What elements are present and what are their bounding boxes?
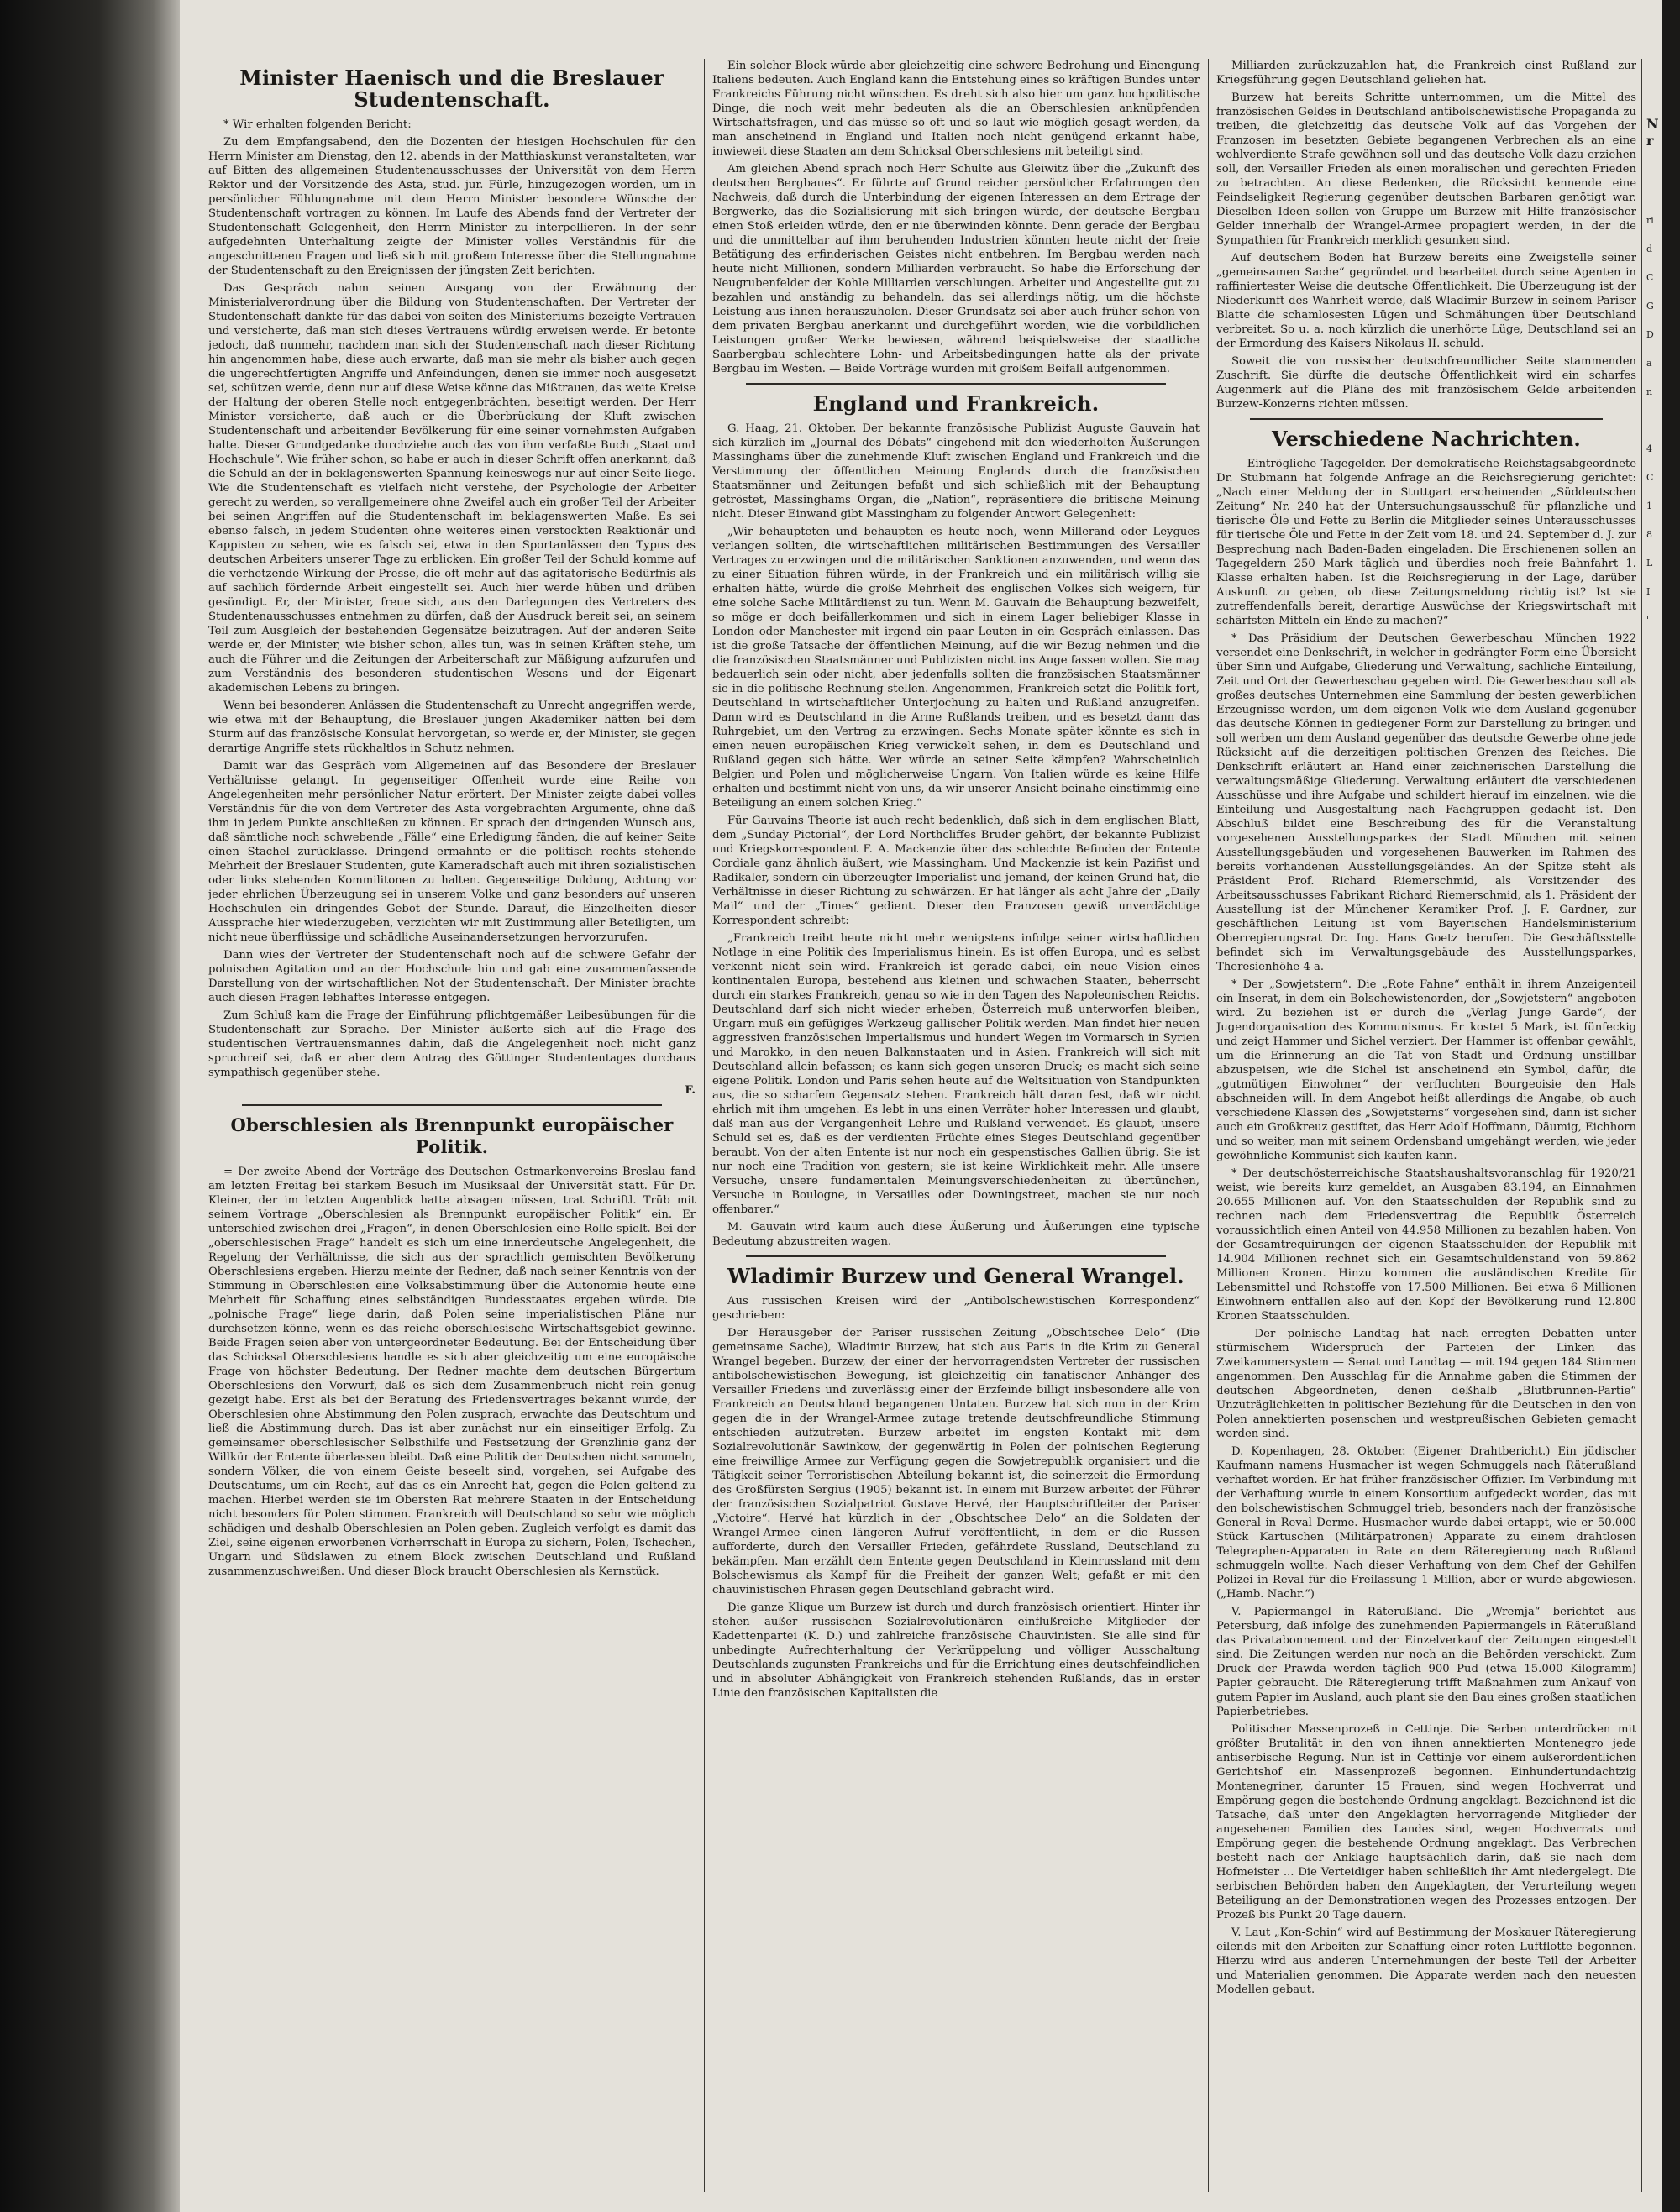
news-item: * Der „Sowjetstern“. Die „Rote Fahne“ enthält in ihrem Anzeigenteil ein Inserat, in dem ein Bolschewistenorden, der „Sowjetstern“ angeboten wird. Zu beziehen ist er durch die „Verlag Junge Garde“, der Jugendorganisation des Kommunismus. Er kostet 5 Mark, ist fünfeckig und zeigt Hammer und Sichel verziert. Der Hammer ist offenbar gewählt, um die Erinnerung an die Tat von Stadt und Ordnung unstillbar abzuspeisen, wie die Sichel ist anscheinend ein Symbol, dafür, die „gutmütigen Einwohner“ der verfluchten Bourgeoisie den Hals abschneiden will. In dem Angebot heißt allerdings die Angabe, ob auch verschiedene Klassen des „Sowjetsterns“ vorgesehen sind, dann ist sicher auch ein Großkreuz gestiftet, das Herr Adolf Hoffmann, Däumig, Eichhorn und so weiter, man mit seinem Ordensband umgehängt werden, wie jeder gewöhnliche Kommunist sich kaufen kann.: [1216, 978, 1636, 1162]
paragraph: Damit war das Gespräch vom Allgemeinen auf das Besondere der Breslauer Verhältnisse gelangt. In gegenseitiger Offenheit wurde eine Reihe von Angelegenheiten mehr persönlicher Natur erörtert. Der Minister zeigte dabei volles Verständnis für die von dem Vertreter des Asta vorgebrachten Argumente, ohne daß ihm in jedem Punkte anschließen zu können. Er sprach den dringenden Wunsch aus, daß sämtliche noch schwebende „Fälle“ eine Erledigung fänden, die auf keiner Seite einen Stachel zurücklasse. Dringend ermahnte er die politisch rechts stehende Mehrheit der Breslauer Studenten, gute Kameradschaft auch mit ihren sozialistischen oder links stehenden Kommilitonen zu halten. Gegenseitige Duldung, Achtung vor jeder ehrlichen Überzeugung sei in unserem Volke und ganz besonders auf unseren Hochschulen ein dringendes Gebot der Stunde. Darauf, die Einzelheiten dieser Aussprache hier wiederzugeben, verzichten wir mit Zustimmung aller Beteiligten, um nicht neue überflüssige und schädliche Auseinandersetzungen hervorzurufen.: [208, 760, 696, 944]
section-divider: [1250, 418, 1603, 420]
article-body-england: [712, 422, 1200, 1249]
article-heading-haenisch: Minister Haenisch und die Breslauer Studentenschaft.: [239, 66, 664, 112]
column-rule: [704, 59, 705, 2192]
paragraph: Aus russischen Kreisen wird der „Antibolschewistischen Korrespondenz“ geschrieben:: [712, 1295, 1200, 1322]
news-item: D. Kopenhagen, 28. Oktober. (Eigener Drahtbericht.) Ein jüdischer Kaufmann namens Husmacher ist wegen Schmuggels nach Räterußland verhaftet worden. Er hat früher französischer Offizier. Im Verbindung mit der Verhaftung wurde in einem Konsortium aufgedeckt worden, das mit den bolschewistischen Schmuggel trieb, besonders nach der französische General in Reval Derme. Husmacher wurde dabei ertappt, wie er 50.000 Stück Kartuschen (Militärpatronen) Apparate zu einem drahtlosen Telegraphen-Apparaten in Rate an dem Räteregierung nach Rußland schmuggeln wollte. Nach dieser Verhaftung von dem Chef der Gehilfen Polizei in Reval für die Freilassung 1 Million, aber er wurde abgewiesen. („Hamb. Nachr.“): [1216, 1445, 1636, 1601]
article-body-haenisch: [208, 118, 696, 1098]
paragraph: Soweit die von russischer deutschfreundlicher Seite stammenden Zuschrift. Sie dürfte die deutsche Öffentlichkeit wird ein scharfes Augenmerk auf die Pläne des mit französischem Gelde arbeitenden Burzew-Konzerns richten müssen.: [1216, 355, 1636, 411]
paragraph: Burzew hat bereits Schritte unternommen, um die Mittel des französischen Geldes in Deutschland antibolschewistische Propaganda zu treiben, die gleichzeitig das deutsche Volk auf das Vorgehen der Franzosen im besetzten Gebiete begangenen Verbrechen als an eine wohlverdiente Strafe gewöhnen soll und das deutsche Volk dazu erziehen soll, den Versailler Frieden als einen moralischen und gerechten Frieden zu betrachten. An diese Bedenken, die Rücksicht kennende eine Feindseligkeit Regierung gegenüber deutschen Barbaren genötigt war. Dieselben Ideen sollen von Gruppe um Burzew mit Hilfe französischer Gelder innerhalb der Wrangel-Armee propagiert werden, in der die Sympathien für Frankreich merklich gesunken sind.: [1216, 92, 1636, 247]
article-heading-england: England und Frankreich.: [812, 391, 1100, 416]
section-divider: [746, 1255, 1166, 1257]
paragraph: Der Herausgeber der Pariser russischen Zeitung „Obschtschee Delo“ (Die gemeinsame Sache), Wladimir Burzew, hat sich aus Paris in die Krim zu General Wrangel begeben. Burzew, der einer der hervorragendsten Vertreter der russischen antibolschewistischen Bewegung, ist gleichzeitig ein fanatischer Anhänger des Versailler Friedens und zuverlässig einer der Erzfeinde billigt insbesondere alle von Frankreich an Deutschland begangenen Untaten. Burzew hat sich nun in der Krim gegen die in der Wrangel-Armee zutage tretende deutschfreundliche Stimmung entschieden aufzutreten. Burzew arbeitet im engsten Kontakt mit dem Sozialrevolutionär Sawinkow, der gegenwärtig in Polen der polnischen Regierung eine freiwillige Armee zur Verfügung gegen die Sowjetrepublik organisiert und die Tätigkeit seiner Terroristischen Abteilung bekannt ist, die seinerzeit die Ermordung des Großfürsten Sergius (1905) bekannt ist. In einem mit Burzew arbeitet der Führer der französischen Sozialpatriot Gustave Hervé, der Hauptschriftleiter der Pariser „Victoire“. Hervé hat kürzlich in der „Obschtschee Delo“ an die Soldaten der Wrangel-Armee einen längeren Aufruf veröffentlicht, in dem er die Russen aufforderte, durch den Versailler Frieden, gefährdete Russland, Deutschland zu bekämpfen. Man erzählt dem Entente gegen Deutschland in Kleinrussland mit dem Bolschewismus als Kampf für die Freiheit der ganzen Welt; gefaßt er mit den chauvinistischen Phrasen gegen Deutschland gebracht wird.: [712, 1327, 1200, 1596]
article-body-oberschlesien: [208, 1165, 696, 1579]
paragraph: „Wir behaupteten und behaupten es heute noch, wenn Millerand oder Leygues verlangen sollten, die wirtschaftlichen militärischen Bestimmungen des Versailler Vertrages zu erzwingen und die militärischen Sanktionen anzuwenden, und wenn das zu einer Situation führen würde, in der Frankreich und ein militärisch willig sie erhalten hätte, würde die große Mehrheit des englischen Volkes sich weigern, für eine solche Sache Militärdienst zu tun. Wenn M. Gauvain die Behauptung bezweifelt, so möge er doch beifällerkommen und sich in einem Lager beliebiger Klasse in London oder Manchester mit irgend ein paar Leuten in ein Gespräch einlassen. Das ist die große Tatsache der öffentlichen Meinung, auf die wir Bezug nehmen und die die französischen Staatsmänner und Publizisten nicht ins Auge fassen wollen. Sie mag bedauerlich sein oder nicht, aber jedenfalls sollten die französischen Staatsmänner sie in die politische Rechnung stellen. Angenommen, Frankreich setzt die Politik fort, Deutschland in wirtschaftlicher Unterjochung zu halten und Rußland anzugreifen. Dann wird es Deutschland in die Arme Rußlands treiben, und es besetzt dann das Ruhrgebiet, um den Vertrag zu erzwingen. Sechs Monate später könnte es sich in einen neuen europäischen Krieg verwickelt sehen, in dem es Deutschland und Rußland gegen sich hätte. Wer würde an seiner Seite kämpfen? Wahrscheinlich Belgien und Polen und möglicherweise Ungarn. Von Italien würde es keine Hilfe erhalten und bestimmt nicht von uns, da wir unserer Ansicht beinahe einstimmig eine Beteiligung an einem solchen Krieg.“: [712, 526, 1200, 810]
article-heading-burzew: Wladimir Burzew und General Wrangel.: [727, 1264, 1184, 1288]
column-rule: [1641, 59, 1642, 2192]
paragraph: Auf deutschem Boden hat Burzew bereits eine Zweigstelle seiner „gemeinsamen Sache“ gegründet und bearbeitet durch seine Agenten in raffiniertester Weise die deutsche Öffentlichkeit. Die Überzeugung ist der Niederkunft des Wahrheit werde, daß Wladimir Burzew in seinem Pariser Blatte die schamlosesten Lügen und Schmähungen über Deutschland verbreitet. So u. a. noch kürzlich die unerhörte Lüge, Deutschland sei an der Ermordung des Kaisers Nikolaus II. schuld.: [1216, 252, 1636, 350]
news-item: * Der deutschösterreichische Staatshaushaltsvoranschlag für 1920/21 weist, wie bereits kurz gemeldet, an Ausgaben 83.194, an Einnahmen 20.655 Millionen auf. Von den Staatsschulden der Republik sind zu rechnen nach dem Friedensvertrag die Republik Österreich voraussichtlich einen Anteil von 44.958 Millionen zu bezahlen haben. Von der Gesamtrequirungen der eigenen Staatsschulden der Republik mit 14.904 Millionen rechnet sich ein Gesamtschuldenstand von 59.862 Millionen Kronen. Hinzu kommen die ausländischen Kredite für Lebensmittel und Rohstoffe von 17.500 Millionen. Bei etwa 6 Millionen Einwohnern entfallen also auf den Kopf der Bevölkerung rund 12.800 Kronen Staatsschulden.: [1216, 1167, 1636, 1323]
article-body-burzew: [712, 1294, 1200, 1701]
paragraph: Am gleichen Abend sprach noch Herr Schulte aus Gleiwitz über die „Zukunft des deutschen Bergbaues“. Er führte auf Grund reicher persönlicher Erfahrungen den Nachweis, daß durch die Unterbindung der eigenen Interessen an dem Ertrage der Bergwerke, das die Sozialisierung mit sich bringen würde, der deutsche Bergbau einen Stoß erleiden würde, den er nie überwinden könnte. Denn gerade der Bergbau und die unmittelbar auf ihm beruhenden Industrien könnten heute nicht der freie Betätigung des erfinderischen Geistes nicht entbehren. Im Bergbau werden nach heute nicht Millionen, sondern Milliarden verbraucht. So habe die Erforschung der Neugrubenfelder der Kohle Milliarden verschlungen. Arbeiter und Angestellte gut zu bezahlen und anständig zu behandeln, das sei allerdings nötig, um die höchste Leistung aus ihnen herauszuholen. Dieser Grundsatz sei aber auch früher schon von dem privaten Bergbau anerkannt und durchgeführt worden, wie die vorbildlichen Leistungen großer Werke bewiesen, während beispielsweise der staatliche Saarbergbau schlechtere Lohn- und Arbeitsbedingungen hatte als der private Bergbau im Westen. — Beide Vorträge wurden mit großem Beifall aufgenommen.: [712, 163, 1200, 375]
column-rule: [1208, 59, 1209, 2192]
paragraph: „Frankreich treibt heute nicht mehr wenigstens infolge seiner wirtschaftlichen Notlage in eine Politik des Imperialismus hinein. Es ist offen Europa, und es selbst verkennt nicht sein wird. Frankreich ist gerade dabei, ein neue Vision eines kontinentalen Europa, bestehend aus kleinen und schwachen Staaten, beherrscht durch ein starkes Frankreich, genau so wie in den Tagen des Napoleonischen Reichs. Deutschland darf sich nicht wieder erheben, Österreich muß unterworfen bleiben, Ungarn muß ein gefügiges Werkzeug gallischer Politik werden. Man findet hier neuen aggressiven französischen Imperialismus und hundert Wegen im Vormarsch in Syrien und Marokko, in den neuen Balkanstaaten und in Asien. Frankreich will sich mit Deutschland allein befassen; es kann sich gegen unseren Druck; es macht sich seine eigene Politik. London und Paris sehen heute auf die Weltsituation von Standpunkten aus, die so scharfem Gegensatz stehen. Frankreich hält daran fest, daß wir nicht ehrlich mit ihm umgehen. Es lebt in uns einen Verräter hoher Interessen und glaubt, daß man aus der Vergangenheit Lehre und Rußland verwendet. Es glaubt, unsere Schuld sei es, daß es der verdienten Früchte eines Sieges Deutschland gegenüber beraubt. Von der alten Entente ist nur noch ein gespenstisches Gallien übrig. Sie ist nur noch eine Tradition von gestern; sie ist keine Wirklichkeit mehr. Alle unsere Versuche, unsere fundamentalen Meinungsverschiedenheiten zu übertünchen, Versuche in Boulogne, in Versailles oder Downingstreet, machen sie nur noch offenbarer.“: [712, 932, 1200, 1216]
paragraph: M. Gauvain wird kaum auch diese Äußerung und Äußerungen eine typische Bedeutung abzustreiten wagen.: [712, 1221, 1200, 1248]
paragraph: Ein solcher Block würde aber gleichzeitig eine schwere Bedrohung und Einengung Italiens bedeuten. Auch England kann die Entstehung eines so kräftigen Bundes unter Frankreichs Führung nicht wünschen. Es dreht sich also hier um ganz hochpolitische Dinge, die noch weit mehr bedeuten als die an Oberschlesien anknüpfenden Wirtschaftsfragen, und das müsse so oft und so laut wie möglich gesagt werden, da man anscheinend in England und Italien noch nicht genügend erkannt habe, inwieweit diese Staaten am dem Schicksal Oberschlesiens mit beteiligt sind.: [712, 60, 1200, 158]
paragraph: Wenn bei besonderen Anlässen die Studentenschaft zu Unrecht angegriffen werde, wie etwa mit der Behauptung, die Breslauer jungen Akademiker hätten bei dem Sturm auf das französische Konsulat hervorgetan, so werde er, der Minister, sie gegen derartige Angriffe stets rückhaltlos in Schutz nehmen.: [208, 700, 696, 755]
article-heading-oberschlesien: Oberschlesien als Brennpunkt europäischer Politik.: [230, 1114, 674, 1157]
column-2: [712, 59, 1200, 2192]
page-number-fragment: Nr: [1646, 116, 1659, 149]
paragraph: Zu dem Empfangsabend, den die Dozenten der hiesigen Hochschulen für den Herrn Minister am Dienstag, den 12. abends in der Matthiaskunst veranstalteten, war auf Bitten des allgemeinen Studentenausschusses der Universität von dem Herrn Rektor und der Vorsitzende des Asta, stud. jur. Fürle, hinzugezogen worden, um in persönlicher Fühlungnahme mit dem Herrn Minister besondere Wünsche der Studentenschaft vortragen zu können. Im Laufe des Abends fand der Vertreter der Studentenschaft Gelegenheit, den Herrn Minister zu interpellieren. In der sehr aufgedehnten Unterhaltung zeigte der Minister volles Verständnis für die angeschnittenen Fragen und ließ sich mit großem Interesse über die Stellungnahme der Studentenschaft zu den Ereignissen der jüngsten Zeit berichten.: [208, 136, 696, 277]
news-item: V. Papiermangel in Räterußland. Die „Wremja“ berichtet aus Petersburg, daß infolge des zunehmenden Papiermangels in Räterußland das Privatabonnement und der Einzelverkauf der Zeitungen eingestellt sind. Die Zeitungen werden nur noch an die Behörden verschickt. Zum Druck der Prawda werden täglich 900 Pud (etwa 15.000 Kilogramm) Papier gebraucht. Die Räteregierung trifft Maßnahmen zum Ankauf von gutem Papier im Ausland, auch plant sie den Bau eines großen staatlichen Papierbetriebes.: [1216, 1606, 1636, 1718]
paragraph: * Wir erhalten folgenden Bericht:: [223, 118, 412, 131]
news-item: * Das Präsidium der Deutschen Gewerbeschau München 1922 versendet eine Denkschrift, in welcher in gedrängter Form eine Übersicht über Sinn und Aufgabe, Gliederung und Verwaltung, sachliche Einteilung, Zeit und Ort der Gewerbeschau gegeben wird. Die Gewerbeschau soll als großes deutsches Unternehmen eine Sammlung der besten gewerblichen Erzeugnisse werden, um dem eigenen Volk wie dem Ausland gegenüber das deutsche Können in gediegener Form zur Darstellung zu bringen und soll werben um dem Ausland gegenüber das deutsche Gewerbe ohne jede Rücksicht auf die derzeitigen politischen Grenzen des Reiches. Die Denkschrift erläutert an Hand einer zeichnerischen Darstellung die verwaltungsmäßige Gliederung. Verwaltung erläutert die verschiedenen Ausschüsse und ihre Aufgabe und schildert hierauf im einzelnen, wie die Einteilung und Ausgestaltung nach Fachgruppen gedacht ist. Den Abschluß bildet eine Beschreibung des für die Veranstaltung vorgesehenen Ausstellungsparkes der Stadt München mit seinen Ausstellungsgebäuden und vorgesehenen Bauwerken im Rahmen des bereits vorhandenen Ausstellungsgeländes. An der Spitze steht als Präsident Prof. Richard Riemerschmid, als Vorsitzender des Arbeitsausschusses Fabrikant Richard Riemerschmid, als 1. Präsident der Ausstellung ist der Münchener Keramiker Prof. J. F. Gardner, zur geschäftlichen Leitung ist vom Bayerischen Handelsministerium Oberregierungsrat Dr. Ing. Hans Goetz berufen. Die Geschäftsstelle befindet sich im Verwaltungsgebäude des Ausstellungsparkes, Theresienhöhe 4 a.: [1216, 632, 1636, 973]
news-item: V. Laut „Kon-Schin“ wird auf Bestimmung der Moskauer Räteregierung eilends mit den Arbeiten zur Schaffung einer roten Luftflotte begonnen. Hierzu wird aus anderen Unternehmungen der beste Teil der Arbeiter und Materialien genommen. Die Apparate werden nach den neuesten Modellen gebaut.: [1216, 1926, 1636, 1996]
article-continuation-burzew: [1216, 59, 1636, 411]
paragraph: Milliarden zurückzuzahlen hat, die Frankreich einst Rußland zur Kriegsführung gegen Deutschland geliehen hat.: [1216, 60, 1636, 86]
paragraph: Die ganze Klique um Burzew ist durch und durch französisch orientiert. Hinter ihr stehen außer russischen Sozialrevolutionären einflußreiche Mitglieder der Kadettenpartei (K. D.) und zahlreiche französische Chauvinisten. Sie alle sind für unbedingte Aufrechterhaltung der Verkrüppelung und völliger Ausschaltung Deutschlands zugunsten Frankreichs und für die Errichtung eines deutschfeindlichen und in absoluter Abhängigkeit von Frankreich stehenden Rußlands, das in erster Linie den französischen Kapitalisten die: [712, 1601, 1200, 1700]
paragraph: Zum Schluß kam die Frage der Einführung pflichtgemäßer Leibesübungen für die Studentenschaft zur Sprache. Der Minister äußerte sich auf die Frage des studentischen Vertrauensmannes dahin, daß die Angelegenheit noch nicht ganz spruchreif sei, daß er aber dem Antrag des Göttinger Studententages durchaus sympathisch gegenüber stehe.: [208, 1009, 696, 1079]
article-body-nachrichten: [1216, 457, 1636, 1997]
newspaper-page: [208, 59, 1659, 2192]
news-item: — Eintrögliche Tagegelder. Der demokratische Reichstagsabgeordnete Dr. Stubmann hat folgende Anfrage an die Reichsregierung gerichtet: „Nach einer Meldung der in Stuttgart erscheinenden „Süddeutschen Zeitung“ Nr. 240 hat der Untersuchungsausschuß für pflanzliche und tierische Öle und Fette zu Berlin die Mitglieder seines Unterausschusses für tierische Öle und Fette in der Zeit vom 18. und 24. September d. J. zur Besprechung nach Baden-Baden eingeladen. Die Erschienenen sollen an Tagegeldern 250 Mark täglich und überdies noch freie Bahnfahrt 1. Klasse erhalten haben. Ist die Reichsregierung in der Lage, darüber Auskunft zu geben, ob diese Zeitungsmeldung richtig ist? Ist sie zutreffendenfalls bereit, derartige Auswüchse der Kriegswirtschaft mit schärfsten Mitteln ein Ende zu machen?“: [1216, 458, 1636, 627]
paragraph: Für Gauvains Theorie ist auch recht bedenklich, daß sich in dem englischen Blatt, dem „Sunday Pictorial“, der Lord Northcliffes Bruder gehört, der bekannte Publizist und Kriegskorrespondent F. A. Mackenzie über das schlechte Befinden der Entente Cordiale ganz ähnlich äußert, wie Massingham. Und Mackenzie ist kein Pazifist und Radikaler, sondern ein überzeugter Imperialist und jemand, der keinen Grund hat, die Verhältnisse in dieser Richtung zu schwärzen. Er hat länger als acht Jahre der „Daily Mail“ und der „Times“ gedient. Dieser den Franzosen gewiß unverdächtige Korrespondent schreibt:: [712, 815, 1200, 927]
news-item: Politischer Massenprozeß in Cettinje. Die Serben unterdrücken mit größter Brutalität in den von ihnen annektierten Montenegro jede antiserbische Regung. Nun ist in Cettinje vor einem außerordentlichen Gerichtshof ein Massenprozeß begonnen. Einhundertundachtzig Montenegriner, darunter 15 Frauen, sind wegen Hochverrat und Empörung gegen die bestehende Ordnung angeklagt. Bezeichnend ist die Tatsache, daß unter den Angeklagten hervorragende Mitglieder der angesehenen Familien des Landes sind, wegen Hochverrats und Empörung gegen die bestehende Ordnung angeklagt. Das Verbrechen besteht nach der Anklage hauptsächlich darin, daß sie nach dem Hofmeister ... Die Verteidiger haben schließlich ihr Amt niedergelegt. Die serbischen Behörden haben den Angeklagten, der Verurteilung wegen Beteiligung an der Demonstrationen wegen des Prozesses entzogen. Der Prozeß bis Punkt 20 Tage dauern.: [1216, 1723, 1636, 1921]
adjacent-page-fragment: [1646, 59, 1659, 692]
paragraph: Das Gespräch nahm seinen Ausgang von der Erwähnung der Ministerialverordnung über die Bildung von Studentenschaften. Der Vertreter der Studentenschaft dankte für das dabei von seiten des Ministeriums bezeigte Vertrauen und versicherte, daß man sich dieses Vertrauens würdig erweisen werde. Er betonte jedoch, daß nunmehr, nachdem man sich der Studentenschaft nach dieser Richtung hin angenommen habe, diese auch erwarte, daß man sie mehr als bisher auch gegen die ungerechtfertigten Angriffe und Anfeindungen, denen sie immer noch ausgesetzt sei, schützen werde, denn nur auf diese Weise könne das Mißtrauen, das weite Kreise der Haltung der oberen Stelle noch entgegenbrächten, beseitigt werden. Der Herr Minister versicherte, daß auch er die Überbrückung der Kluft zwischen Studentenschaft und arbeitender Bevölkerung für eine seiner vornehmsten Aufgaben halte. Dieser Grundgedanke durchziehe auch das von ihm verfaßte Buch „Staat und Hochschule“. Wie früher schon, so habe er auch in dieser Schrift offen anerkannt, daß die Schuld an der in beklagenswerten Spannung keineswegs nur auf einer Seite liege. Wie die Studentenschaft es vielfach nicht verstehe, der Psychologie der Arbeiter gerecht zu werden, so verallgemeinere ohne Zweifel auch ein großer Teil der Arbeiter bei seinen Angriffen auf die Studentenschaft im beklagenswerten Maße. Es sei ebenso falsch, in jedem Studenten ohne weiteres einen verstockten Reaktionär und Kappisten zu sehen, wie es falsch sei, etwa in den Sportanlässen den Typus des deutschen Arbeiters unserer Tage zu erblicken. Ein großer Teil der Schuld komme auf die verhetzende Wirkung der Presse, die oft mehr auf das agitatorische Bedürfnis als auf sachlich fördernde Arbeit eingestellt sei. Auch hier werde hüben und drüben gesündigt. Er, der Minister, freue sich, aus den Darlegungen des Vertreters des Studentenausschusses entnehmen zu dürfen, daß der Ausdruck bereit sei, an seinem Teil zum Ausgleich der bestehenden Gegensätze beizutragen. Auf der anderen Seite werde er, der Minister, wie bisher schon, alles tun, was in seinen Kräften stehe, um auch die Führer und die Zeitungen der Arbeiterschaft zur Mäßigung aufzurufen und zum Verständnis des besonderen studentischen Wesens und der Eigenart akademischen Lebens zu bringen.: [208, 282, 696, 695]
paragraph: G. Haag, 21. Oktober. Der bekannte französische Publizist Auguste Gauvain hat sich kürzlich im „Journal des Débats“ eingehend mit den wiederholten Äußerungen Massinghams über die zunehmende Kluft zwischen England und Frankreich und die Verstimmung der öffentlichen Meinung Englands durch die französischen Staatsmänner und Zeitungen befaßt und sich schließlich mit der Behauptung getröstet, Massinghams Organ, die „Nation“, repräsentiere die britische Meinung nicht. Dieser Einwand gibt Massingham zu folgender Antwort Gelegenheit:: [712, 422, 1200, 521]
adjacent-page-letters: rid C G D an 4 C 18 L I ': [1646, 215, 1654, 626]
article-continuation-oberschlesien: [712, 59, 1200, 376]
page-edge: [1662, 0, 1680, 2212]
paragraph: Dann wies der Vertreter der Studentenschaft noch auf die schwere Gefahr der polnischen Agitation und an der Hochschule hin und gab eine zusammenfassende Darstellung von der wirtschaftlichen Not der Studentenschaft. Der Minister brachte auch diesen Fragen lebhaftes Interesse entgegen.: [208, 949, 696, 1004]
author-signature: F.: [685, 1084, 696, 1097]
article-heading-nachrichten: Verschiedene Nachrichten.: [1272, 427, 1581, 451]
section-divider: [746, 383, 1166, 385]
column-1: [208, 59, 696, 2192]
binding-gutter: [0, 0, 180, 2212]
paragraph: = Der zweite Abend der Vorträge des Deutschen Ostmarkenvereins Breslau fand am letzten Freitag bei starkem Besuch im Musiksaal der Universität statt. Für Dr. Kleiner, der im letzten Augenblick hatte absagen müssen, trat Schriftl. Trüb mit seinem Vortrage „Oberschlesien als Brennpunkt europäischer Politik“ ein. Er unterschied zwischen drei „Fragen“, in denen Oberschlesien eine Rolle spielt. Bei der „oberschlesischen Frage“ handelt es sich um eine innerdeutsche Angelegenheit, die Regelung der Verhältnisse, die sich aus der sprachlich gemischten Bevölkerung Oberschlesiens ergeben. Hierzu meinte der Redner, daß nach seiner Kenntnis von der Stimmung in Oberschlesien eine Volksabstimmung über die Autonomie heute eine Mehrheit für Schaffung eines selbständigen Bundesstaates ergeben würde. Die „polnische Frage“ liege darin, daß Polen seine imperialistischen Pläne nur durchsetzen könne, wenn es das reiche oberschlesische Wirtschaftsgebiet gewinne. Beide Fragen seien aber von untergeordneter Bedeutung. Bei der Entscheidung über das Schicksal Oberschlesiens handle es sich aber gleichzeitig um eine europäische Frage von höchster Bedeutung. Der Redner machte dem deutschen Bürgertum Oberschlesiens den Vorwurf, daß es sich dem Zusammenbruch nicht rein genug gezeigt habe. Erst als bei der Beratung des Friedensvertrages bekannt wurde, der Oberschlesien ohne Abstimmung den Polen zusprach, erwachte das Deutschtum und ließ die Abstimmung durch. Das ist aber zunächst nur ein einseitiger Erfolg. Zu gemeinsamer oberschlesischer Selbsthilfe und Festsetzung der Grenzlinie ganz der Willkür der Entente überlassen bleibt. Daß eine Politik der Deutschen nicht sammeln, sondern Völker, die von einem Geiste beseelt sind, vorgehen, sei Aufgabe des Deutschtums, um ein Recht, auf das es ein Anrecht hat, gegen die Polen geltend zu machen. Hierbei werden sie im Obersten Rat mehrere Staaten in der Entscheidung nicht besonders für Polen stimmen. Frankreich will Deutschland so sehr wie möglich schädigen und deshalb Oberschlesien an Polen geben. Zugleich verfolgt es damit das Ziel, seine eigenen erworbenen Vorherrschaft in Europa zu sichern, Polen, Tschechen, Ungarn und Südslawen zu einem Block zwischen Deutschland und Rußland zusammenzuschweißen. Und dieser Block braucht Oberschlesien als Kernstück.: [208, 1166, 696, 1578]
section-divider: [242, 1104, 662, 1106]
news-item: — Der polnische Landtag hat nach erregten Debatten unter stürmischem Widerspruch der Parteien der Linken das Zweikammersystem — Senat und Landtag — mit 194 gegen 184 Stimmen angenommen. Den Ausschlag für die Annahme gaben die Stimmen der deutschen Abgeordneten, denen deßhalb „Blutbrunnen-Partie“ Unzuträglichkeiten in politischer Beziehung für die Deutschen in den von Polen annektierten posenschen und westpreußischen Gebieten gemacht worden sind.: [1216, 1328, 1636, 1440]
column-3: [1216, 59, 1636, 2192]
